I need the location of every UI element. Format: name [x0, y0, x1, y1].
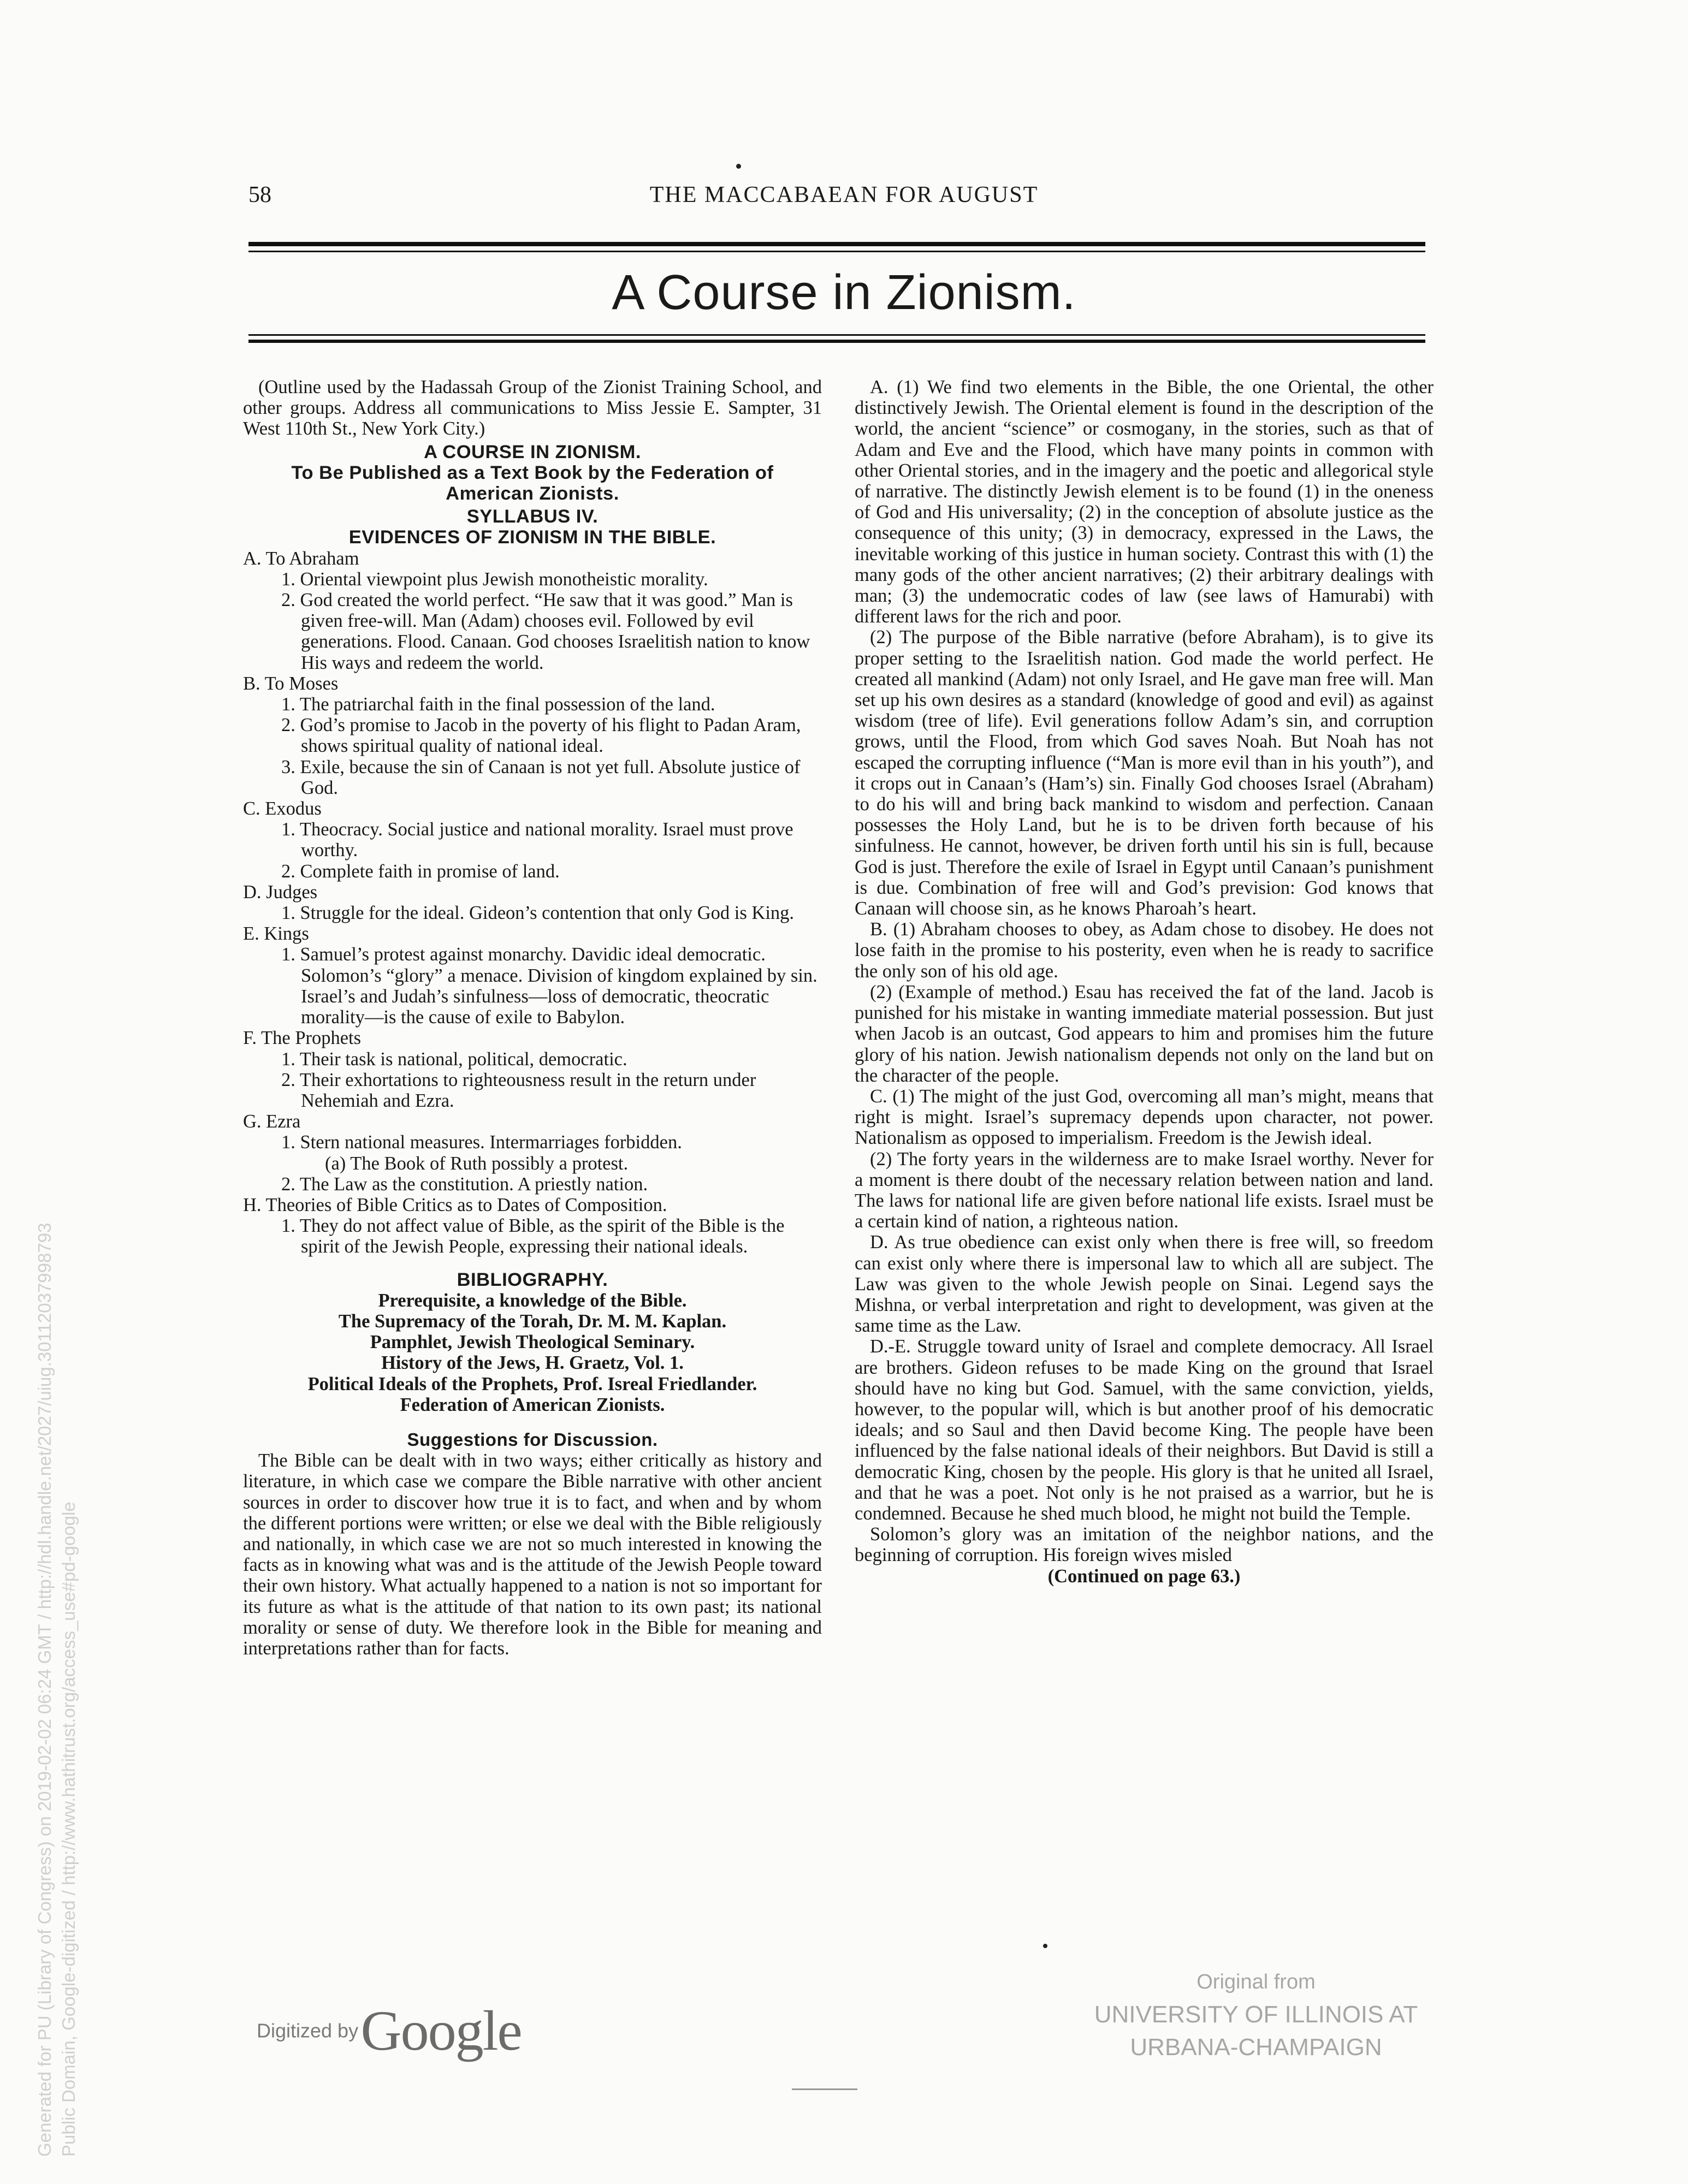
bottom-short-rule: [792, 2088, 857, 2090]
outline-item: 2. The Law as the constitution. A priestly nation.: [281, 1173, 648, 1195]
watermark-line-1: Generated for PU (Library of Congress) on 2019-02-02 06:24 GMT / http://hdl.handle.net/2027/uiug.30112037998793: [34, 1222, 55, 2157]
heading-published: To Be Published as a Text Book by the Federation of American Zionists.: [291, 462, 774, 505]
body-paragraph: Solomon’s glory was an imitation of the neighbor nations, and the beginning of corruption. His foreign wives misled: [855, 1524, 1434, 1566]
page-number: 58: [248, 182, 271, 207]
outline-label: G. Ezra: [243, 1111, 301, 1132]
outline-section: [243, 673, 822, 798]
title-rule-thin: [248, 334, 1425, 336]
bibliography-list: [243, 1290, 822, 1415]
heading-evidences: EVIDENCES OF ZIONISM IN THE BIBLE.: [348, 527, 716, 548]
outline-item: 1. They do not affect value of Bible, as the spirit of the Bible is the spirit of the Jewish People, expressing their national ideals.: [281, 1215, 785, 1257]
original-from-credit: [1065, 1966, 1447, 2064]
outline-label: B. To Moses: [243, 673, 339, 694]
outline-item: 2. God’s promise to Jacob in the poverty of his flight to Padan Aram, shows spiritual quality of national ideal.: [281, 715, 801, 757]
intro-note: (Outline used by the Hadassah Group of the Zionist Training School, and other groups. Address all communications to Miss Jessie E. Sampter, 31 West 110th St., New York City.): [243, 377, 822, 440]
google-logo: Google: [360, 1999, 522, 2062]
outline-item: 1. Struggle for the ideal. Gideon’s contention that only God is King.: [281, 903, 795, 924]
outline-item: 2. Their exhortations to righteousness result in the return under Nehemiah and Ezra.: [281, 1069, 756, 1111]
bibliography-entry: Prerequisite, a knowledge of the Bible.: [378, 1290, 687, 1311]
outline-item: 1. Stern national measures. Intermarriages forbidden.: [281, 1132, 682, 1153]
university-line-1: UNIVERSITY OF ILLINOIS AT: [1094, 2001, 1418, 2028]
digitized-by-text: Digitized by: [257, 2019, 359, 2042]
outline-item: 2. Complete faith in promise of land.: [281, 860, 560, 882]
outline-label: F. The Prophets: [243, 1028, 362, 1049]
bibliography-entry: History of the Jews, H. Graetz, Vol. 1.: [381, 1352, 684, 1374]
outline-section: [243, 882, 822, 923]
body-paragraph: A. (1) We find two elements in the Bible, the one Oriental, the other distinctively Jewish. The Oriental element is found in the description of the world, the ancient “science” or cosmogany, in the stories, such as that of Adam and Eve and the Flood, which have many points in common with other Oriental stories, and in the imagery and the poetic and allegorical style of narrative. The distinctly Jewish element is to be found (1) in the oneness of God and His universality; (2) in the conception of absolute justice as the consequence of this unity; (3) in democracy, expressed in the Laws, the inevitable working of this justice in human society. Contrast this with (1) the many gods of the other ancient narratives; (2) their arbitrary dealings with man; (3) the undemocratic codes of law (see laws of Hamurabi) with different laws for the rich and poor.: [855, 377, 1434, 627]
bottom-dot: [1043, 1944, 1047, 1948]
left-column: [243, 377, 822, 1659]
outline-item: 3. Exile, because the sin of Canaan is not yet full. Absolute justice of God.: [281, 756, 801, 798]
outline-label: D. Judges: [243, 881, 318, 903]
outline-item: 1. Their task is national, political, democratic.: [281, 1048, 627, 1070]
body-paragraph: (2) (Example of method.) Esau has received the fat of the land. Jacob is punished for his mistake in wanting immediate material possession. But just when Jacob is an outcast, God appears to him and promises him the future glory of his nation. Jewish nationalism depends not only on the land but on the character of the people.: [855, 981, 1434, 1086]
outline-label: E. Kings: [243, 923, 309, 945]
bibliography-entry: The Supremacy of the Torah, Dr. M. M. Kaplan.: [338, 1310, 727, 1332]
outline-label: H. Theories of Bible Critics as to Dates of Composition.: [243, 1194, 667, 1215]
top-rule-thin: [248, 251, 1425, 252]
body-paragraph: D. As true obedience can exist only when there is free will, so freedom can exist only where there is impersonal law to which all are subject. The Law was given to the whole Jewish people on Sinai. Legend says the Mishna, or verbal interpretation and right to development, was given at the same time as the Law.: [855, 1232, 1434, 1337]
university-line-2: URBANA-CHAMPAIGN: [1130, 2034, 1382, 2061]
title-rule-thick: [248, 340, 1425, 343]
body-paragraph: B. (1) Abraham chooses to obey, as Adam chose to disobey. He does not lose faith in the promise to his posterity, even when he is ready to sacrifice the only son of his old age.: [855, 919, 1434, 982]
outline-item: 1. The patriarchal faith in the final possession of the land.: [281, 694, 715, 715]
article-title: A Course in Zionism.: [612, 265, 1076, 320]
discussion-heading: Suggestions for Discussion.: [407, 1429, 658, 1450]
body-paragraph: C. (1) The might of the just God, overcoming all man’s might, means that right is might. Israel’s supremacy depends upon character, not power. Nationalism as opposed to imperialism. Freedom is the Jewish ideal.: [855, 1085, 1434, 1149]
bibliography-entry: Political Ideals of the Prophets, Prof. Isreal Friedlander.: [307, 1373, 757, 1394]
outline-section: [243, 1028, 822, 1111]
outline-label: C. Exodus: [243, 798, 322, 820]
outline-section: [243, 548, 822, 673]
outline-section: [243, 1195, 822, 1257]
watermark-line-2: Public Domain, Google-digitized / http://www.hathitrust.org/access_use#pd-google: [58, 1502, 79, 2157]
heading-syllabus: SYLLABUS IV.: [466, 506, 599, 527]
top-rule-thick: [248, 242, 1425, 246]
right-column: [855, 377, 1434, 1587]
discussion-text: The Bible can be dealt with in two ways; either critically as history and literature, in which case we compare the Bible narrative with other ancient sources in order to discover how true it is to fact, and when and by whom the different portions were written; or else we deal with the Bible religiously and nationally, in which case we are not so much interested in knowing the facts as in knowing what was and is the attitude of the Jewish People toward their own history. What actually happened to a nation is not so important for its future as what is the attitude of that nation to its own past; its national morality or sense of duty. We therefore look in the Bible for meaning and interpretations rather than for facts.: [243, 1450, 822, 1659]
bibliography-heading: BIBLIOGRAPHY.: [457, 1269, 608, 1290]
original-from-text: Original from: [1197, 1971, 1316, 1993]
bibliography-entry: Federation of American Zionists.: [400, 1394, 665, 1415]
digitized-by-google-logo: [257, 1998, 522, 2063]
outline-item: 2. God created the world perfect. “He saw that it was good.” Man is given free-will. Man (Adam) chooses evil. Followed by evil generations. Flood. Canaan. God chooses Israelitish nation to know His ways and redeem the world.: [281, 590, 810, 673]
outline-section: [243, 798, 822, 882]
top-dot: [736, 164, 741, 169]
body-paragraph: (2) The forty years in the wilderness are to make Israel worthy. Never for a moment is there doubt of the necessary relation between nation and land. The laws for national life are given before national life exists. Israel must be a certain kind of nation, a righteous nation.: [855, 1148, 1434, 1232]
outline-section: [243, 923, 822, 1028]
body-paragraph: (2) The purpose of the Bible narrative (before Abraham), is to give its proper setting to the Israelitish nation. God made the world perfect. He created all mankind (Adam) not only Israel, and He gave man free will. Man set up his own desires as a standard (knowledge of good and evil) as against wisdom (tree of life). Evil generations follow Adam’s sin, and corruption grows, until the Flood, from which God saves Noah. But Noah has not escaped the corrupting influence (“Man is more evil than in his youth”), and it crops out in Canaan’s (Ham’s) sin. Finally God chooses Israel (Abraham) to do his will and bring back mankind to wisdom and perfection. Canaan possesses the Holy Land, but he is to be driven forth because of his sinfulness. He cannot, however, be driven forth until his sin is full, because God is just. Therefore the exile of Israel in Egypt until Canaan’s punishment is due. Combination of free will and God’s prevision: God knows that Canaan will choose sin, as he knows Pharoah’s heart.: [855, 627, 1434, 919]
continued-note: (Continued on page 63.): [1047, 1565, 1241, 1587]
running-title: THE MACCABAEAN FOR AUGUST: [649, 182, 1039, 207]
outline-item: 1. Samuel’s protest against monarchy. Davidic ideal democratic. Solomon’s “glory” a menace. Division of kingdom explained by sin. Israel’s and Judah’s sinfulness—loss of democratic, theocratic morality—is the cause of exile to Babylon.: [281, 944, 818, 1028]
body-paragraph: D.-E. Struggle toward unity of Israel and complete democracy. All Israel are brothers. Gideon refuses to be made King on the ground that Israel should have no king but God. Samuel, with the same conviction, yields, however, to the popular will, which is but another proof of his democratic ideals; and so Saul and then David become King. The people have been influenced by the false national ideals of their neighbors. But David is still a democratic King, chosen by the people. His glory is that he united all Israel, and that he was a poet. Not only is he not praised as a warrior, but he is condemned. Because he shed much blood, he might not build the Temple.: [855, 1336, 1434, 1524]
outline-item: 1. Oriental viewpoint plus Jewish monotheistic morality.: [281, 568, 708, 590]
bibliography-entry: Pamphlet, Jewish Theological Seminary.: [370, 1332, 695, 1353]
heading-course: A COURSE IN ZIONISM.: [424, 441, 641, 462]
outline-item: 1. Theocracy. Social justice and national morality. Israel must prove worthy.: [281, 819, 793, 861]
outline-section: [243, 1111, 822, 1195]
syllabus-outline: [243, 548, 822, 1257]
outline-label: A. To Abraham: [243, 548, 359, 569]
outline-subitem: (a) The Book of Ruth possibly a protest.: [325, 1153, 629, 1174]
hathitrust-watermark: [33, 1223, 81, 2157]
